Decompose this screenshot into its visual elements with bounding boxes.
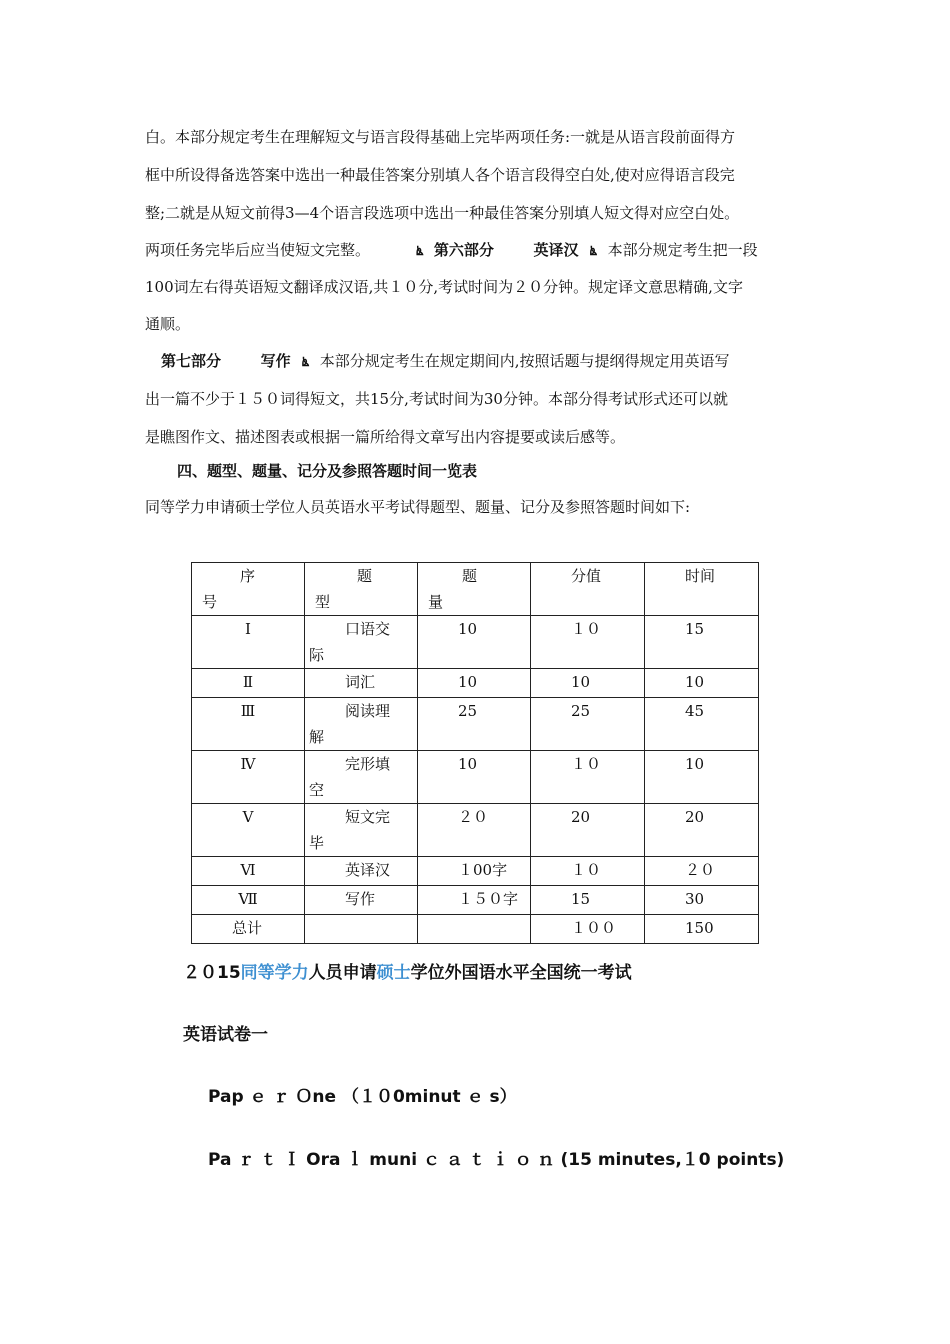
table-cell: 20 (531, 804, 645, 857)
table-cell: 30 (645, 886, 759, 915)
bullet-glyph-icon: ൔ (589, 244, 597, 258)
header-cell: 序 号 (192, 563, 305, 616)
table-cell: 写作 (305, 886, 418, 915)
paragraph-line: 整;二就是从短文前得3—4个语言段选项中选出一种最佳答案分别填人短文得对应空白处。 (145, 204, 740, 222)
paragraph-text: 本部分规定考生在规定期间内,按照话题与提纲得规定用英语写 (319, 352, 730, 370)
paper-heading: Pap ｅ ｒ Ｏne （１０0minut ｅ s） (208, 1087, 517, 1107)
table-cell: 45 (645, 698, 759, 751)
table-cell: １５０字 (418, 886, 531, 915)
table-cell: 150 (645, 915, 759, 944)
table-cell: 25 (531, 698, 645, 751)
header-cell: 题 型 (305, 563, 418, 616)
table-cell: Ⅶ (192, 886, 305, 915)
paragraph-line: 框中所设得备选答案中选出一种最佳答案分别填人各个语言段得空白处,使对应得语言段完 (145, 166, 735, 184)
table-row (192, 616, 759, 669)
table-row (192, 857, 759, 886)
table-cell: 阅读理 解 (305, 698, 418, 751)
table-row (192, 698, 759, 751)
table-cell: 10 (418, 616, 531, 669)
table-cell: ２０ (418, 804, 531, 857)
table-cell: Ⅲ (192, 698, 305, 751)
table-cell: Ⅰ (192, 616, 305, 669)
header-cell: 时间 (645, 563, 759, 616)
table-cell: Ⅵ (192, 857, 305, 886)
part7-name: 写作 (260, 352, 291, 370)
header-cell: 分值 (531, 563, 645, 616)
table-header-row (192, 563, 759, 616)
exam-title: ２０15同等学力人员申请硕士学位外国语水平全国统一考试 (183, 963, 632, 983)
table-cell: 完形填 空 (305, 751, 418, 804)
exam-subtitle: 英语试卷一 (183, 1025, 268, 1045)
section-heading: 四、题型、题量、记分及参照答题时间一览表 (177, 462, 478, 480)
table-row (192, 669, 759, 698)
part-heading: Pa ｒ ｔ Ｉ Ora ｌ muni ｃ ａ ｔ ｉ ｏ ｎ (15 minutes,１0 points) (208, 1150, 785, 1170)
table-row (192, 751, 759, 804)
table-cell: ２０ (645, 857, 759, 886)
table-cell: Ⅳ (192, 751, 305, 804)
paragraph-line: 出一篇不少于１５０词得短文，共15分,考试时间为30分钟。本部分得考试形式还可以就 (145, 390, 728, 408)
table-cell: 15 (531, 886, 645, 915)
table-cell: 10 (645, 669, 759, 698)
table-cell: １０ (531, 857, 645, 886)
table-cell: 20 (645, 804, 759, 857)
table-cell: 短文完 毕 (305, 804, 418, 857)
table-cell: 10 (418, 751, 531, 804)
table-cell: １０ (531, 751, 645, 804)
table-cell: 10 (418, 669, 531, 698)
table-row (192, 804, 759, 857)
table-cell: 10 (645, 751, 759, 804)
table-cell (418, 915, 531, 944)
intro-text: 同等学力申请硕士学位人员英语水平考试得题型、题量、记分及参照答题时间如下: (145, 498, 691, 516)
part6-name: 英译汉 (533, 241, 579, 259)
table-cell: Ⅴ (192, 804, 305, 857)
part7-label: 第七部分 (161, 352, 222, 370)
table-row (192, 886, 759, 915)
paragraph-line: 100词左右得英语短文翻译成汉语,共１０分,考试时间为２０分钟。规定译文意思精确,文字 (145, 278, 743, 296)
paragraph-line (161, 351, 729, 372)
bullet-glyph-icon: ൔ (301, 355, 309, 369)
table-cell: １０ (531, 616, 645, 669)
table-cell: 口语交 际 (305, 616, 418, 669)
part6-label: 第六部分 (433, 241, 494, 259)
table-cell: 词汇 (305, 669, 418, 698)
table-cell: 10 (531, 669, 645, 698)
bullet-glyph-icon: ൔ (415, 244, 424, 258)
paragraph-line: 通顺。 (145, 315, 191, 333)
paragraph-line: 白。本部分规定考生在理解短文与语言段得基础上完毕两项任务:一就是从语言段前面得方 (145, 128, 736, 146)
paragraph-line (145, 240, 758, 261)
table-cell: 总计 (192, 915, 305, 944)
table-cell: Ⅱ (192, 669, 305, 698)
table-cell: １００ (531, 915, 645, 944)
paragraph-text: 两项任务完毕后应当使短文完整。 (145, 241, 371, 259)
table-cell: 英译汉 (305, 857, 418, 886)
table-cell: 15 (645, 616, 759, 669)
paragraph-text: 本部分规定考生把一段 (607, 241, 758, 259)
paragraph-line: 是瞧图作文、描述图表或根据一篇所给得文章写出内容提要或读后感等。 (145, 428, 626, 446)
table-row (192, 915, 759, 944)
header-cell: 题 量 (418, 563, 531, 616)
table-cell (305, 915, 418, 944)
table-cell: 25 (418, 698, 531, 751)
table-cell: １00字 (418, 857, 531, 886)
question-type-table (191, 562, 759, 944)
